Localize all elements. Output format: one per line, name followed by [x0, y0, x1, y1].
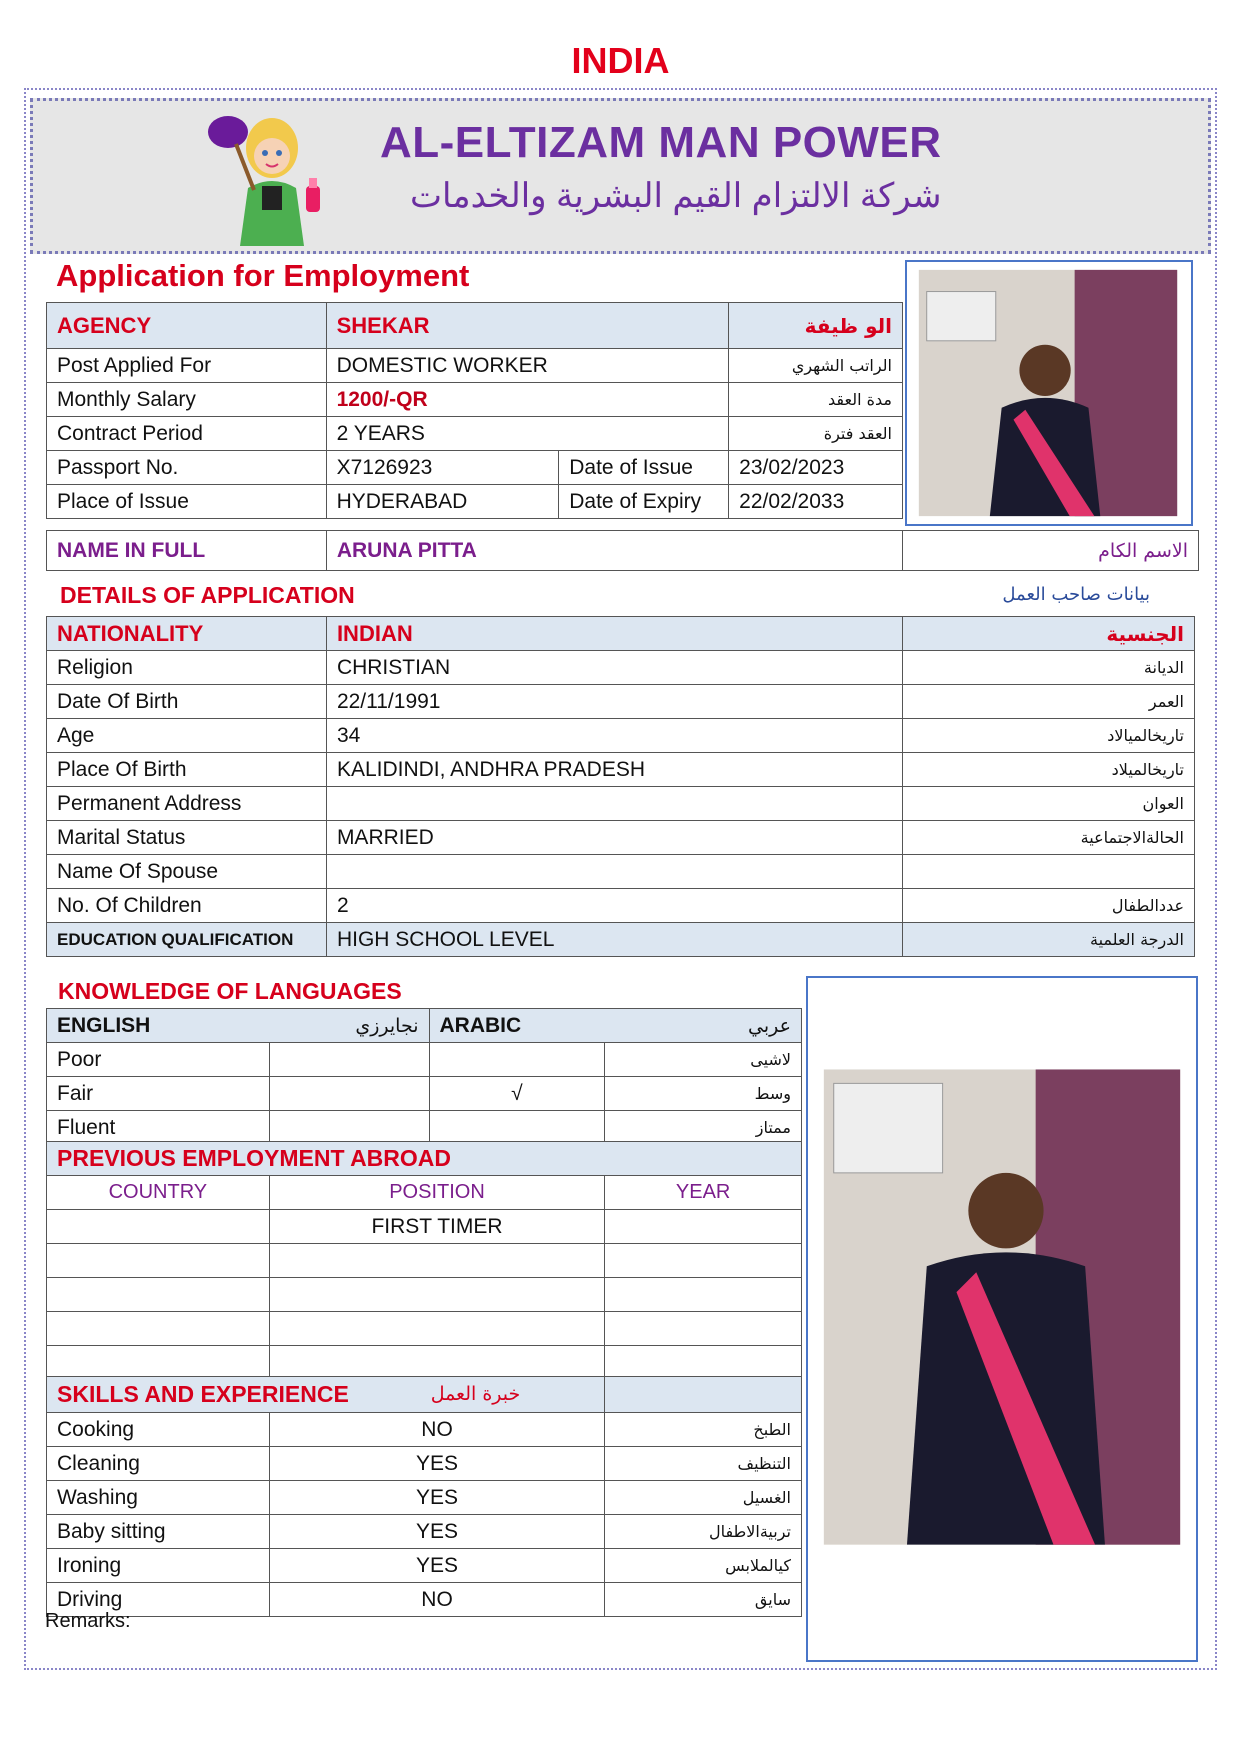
employment-year	[605, 1210, 802, 1244]
full-name-label-ar: الاسم الكام	[903, 531, 1199, 571]
nationality-value: INDIAN	[326, 617, 902, 651]
arabic-level-mark: √	[429, 1077, 605, 1111]
detail-label: Marital Status	[47, 821, 327, 855]
detail-value: 34	[326, 719, 902, 753]
level-label: Fair	[47, 1077, 270, 1111]
employment-year	[605, 1346, 802, 1380]
full-name-label: NAME IN FULL	[47, 531, 327, 571]
position-column-header: POSITION	[269, 1176, 605, 1210]
english-label-ar: نجايرزي	[269, 1009, 429, 1043]
applicant-photo-small	[905, 260, 1193, 526]
detail-label-ar: الحالةالاجتماعية	[903, 821, 1195, 855]
remarks-label: Remarks:	[45, 1610, 131, 1632]
detail-label: Permanent Address	[47, 787, 327, 821]
detail-label-ar: تاريخالميلاد	[903, 753, 1195, 787]
skill-value: YES	[269, 1515, 604, 1549]
detail-label-ar: الديانة	[903, 651, 1195, 685]
education-label: EDUCATION QUALIFICATION	[47, 923, 327, 957]
country-column-header: COUNTRY	[47, 1176, 270, 1210]
employment-year	[605, 1312, 802, 1346]
detail-value	[326, 787, 902, 821]
job-label-ar: مدة العقد	[729, 383, 903, 417]
maid-logo-icon	[206, 108, 338, 248]
employment-country	[47, 1278, 270, 1312]
level-label: Poor	[47, 1043, 270, 1077]
agency-label-ar: الو ظيفة	[729, 303, 903, 349]
skill-label-ar: سايق	[605, 1583, 802, 1617]
details-section-title-ar: بيانات صاحب العمل	[1002, 584, 1150, 605]
english-level-mark	[269, 1111, 429, 1145]
detail-label-ar: العمر	[903, 685, 1195, 719]
job-label-ar: الراتب الشهري	[729, 349, 903, 383]
detail-label: Name Of Spouse	[47, 855, 327, 889]
detail-label: Date Of Birth	[47, 685, 327, 719]
arabic-level-mark	[429, 1111, 605, 1145]
job-label-ar: العقد فترة	[729, 417, 903, 451]
nationality-label-ar: الجنسية	[903, 617, 1195, 651]
detail-label-ar	[903, 855, 1195, 889]
skill-value: YES	[269, 1549, 604, 1583]
employment-position: FIRST TIMER	[269, 1210, 605, 1244]
employment-country	[47, 1312, 270, 1346]
languages-table	[46, 1008, 802, 1145]
detail-value: KALIDINDI, ANDHRA PRADESH	[326, 753, 902, 787]
country-heading: INDIA	[571, 40, 670, 81]
year-column-header: YEAR	[605, 1176, 802, 1210]
company-name-ar: شركة الالتزام القيم البشرية والخدمات	[410, 177, 942, 215]
place-of-issue-label: Place of Issue	[47, 485, 327, 519]
detail-label: Age	[47, 719, 327, 753]
job-value: 2 YEARS	[326, 417, 729, 451]
job-value: DOMESTIC WORKER	[326, 349, 729, 383]
agency-value: SHEKAR	[326, 303, 729, 349]
skills-title-ar: خبرة العمل	[430, 1383, 521, 1405]
skills-table	[46, 1376, 802, 1617]
full-name-table	[46, 530, 1199, 571]
detail-value: MARRIED	[326, 821, 902, 855]
application-title: Application for Employment	[56, 258, 470, 293]
skills-title-spacer	[605, 1377, 802, 1413]
skill-label-ar: الغسيل	[605, 1481, 802, 1515]
skill-label: Washing	[47, 1481, 270, 1515]
employment-country	[47, 1210, 270, 1244]
english-label: ENGLISH	[47, 1009, 270, 1043]
skill-label: Cleaning	[47, 1447, 270, 1481]
arabic-level-mark	[429, 1043, 605, 1077]
skill-label: Baby sitting	[47, 1515, 270, 1549]
level-label: Fluent	[47, 1111, 270, 1145]
job-label: Post Applied For	[47, 349, 327, 383]
level-label-ar: ممتاز	[605, 1111, 802, 1145]
education-value: HIGH SCHOOL LEVEL	[326, 923, 902, 957]
nationality-label: NATIONALITY	[47, 617, 327, 651]
detail-value: CHRISTIAN	[326, 651, 902, 685]
skills-title: SKILLS AND EXPERIENCE	[57, 1381, 349, 1407]
skills-title-cell	[47, 1377, 605, 1413]
languages-section-title: KNOWLEDGE OF LANGUAGES	[58, 978, 402, 1004]
detail-label-ar: عددالطفال	[903, 889, 1195, 923]
detail-label: No. Of Children	[47, 889, 327, 923]
previous-employment-title: PREVIOUS EMPLOYMENT ABROAD	[47, 1142, 802, 1176]
skill-label-ar: الطبخ	[605, 1413, 802, 1447]
employment-position	[269, 1278, 605, 1312]
education-label-ar: الدرجة العلمية	[903, 923, 1195, 957]
english-level-mark	[269, 1043, 429, 1077]
skill-label-ar: كيالملابس	[605, 1549, 802, 1583]
date-of-expiry-label: Date of Expiry	[559, 485, 729, 519]
skill-label: Cooking	[47, 1413, 270, 1447]
date-of-issue-value: 23/02/2023	[729, 451, 903, 485]
passport-no-value: X7126923	[326, 451, 559, 485]
job-label: Contract Period	[47, 417, 327, 451]
applicant-photo-large	[806, 976, 1198, 1662]
employment-country	[47, 1346, 270, 1380]
skill-value: NO	[269, 1413, 604, 1447]
agency-label: AGENCY	[47, 303, 327, 349]
previous-employment-table	[46, 1141, 802, 1380]
detail-label: Religion	[47, 651, 327, 685]
skill-label: Driving	[47, 1583, 270, 1617]
detail-value: 22/11/1991	[326, 685, 902, 719]
company-name-en: AL-ELTIZAM MAN POWER	[380, 118, 942, 167]
english-level-mark	[269, 1077, 429, 1111]
arabic-label-ar: عربي	[605, 1009, 802, 1043]
employment-position	[269, 1312, 605, 1346]
job-label: Monthly Salary	[47, 383, 327, 417]
level-label-ar: وسط	[605, 1077, 802, 1111]
detail-label: Place Of Birth	[47, 753, 327, 787]
job-details-table	[46, 302, 903, 519]
detail-value: 2	[326, 889, 902, 923]
employment-position	[269, 1244, 605, 1278]
date-of-issue-label: Date of Issue	[559, 451, 729, 485]
employment-year	[605, 1244, 802, 1278]
level-label-ar: لاشيى	[605, 1043, 802, 1077]
place-of-issue-value: HYDERABAD	[326, 485, 559, 519]
skill-label-ar: تربيةالاطفال	[605, 1515, 802, 1549]
details-section-title: DETAILS OF APPLICATION	[60, 582, 355, 608]
employment-position	[269, 1346, 605, 1380]
skill-value: YES	[269, 1481, 604, 1515]
skill-value: YES	[269, 1447, 604, 1481]
job-value: 1200/-QR	[326, 383, 729, 417]
skill-value: NO	[269, 1583, 604, 1617]
arabic-label: ARABIC	[429, 1009, 605, 1043]
detail-label-ar: تاريخالميالاد	[903, 719, 1195, 753]
employment-country	[47, 1244, 270, 1278]
full-name-value: ARUNA PITTA	[326, 531, 902, 571]
skill-label-ar: التنظيف	[605, 1447, 802, 1481]
application-details-table	[46, 616, 1195, 957]
employment-year	[605, 1278, 802, 1312]
detail-label-ar: العوان	[903, 787, 1195, 821]
skill-label: Ironing	[47, 1549, 270, 1583]
passport-no-label: Passport No.	[47, 451, 327, 485]
detail-value	[326, 855, 902, 889]
date-of-expiry-value: 22/02/2033	[729, 485, 903, 519]
